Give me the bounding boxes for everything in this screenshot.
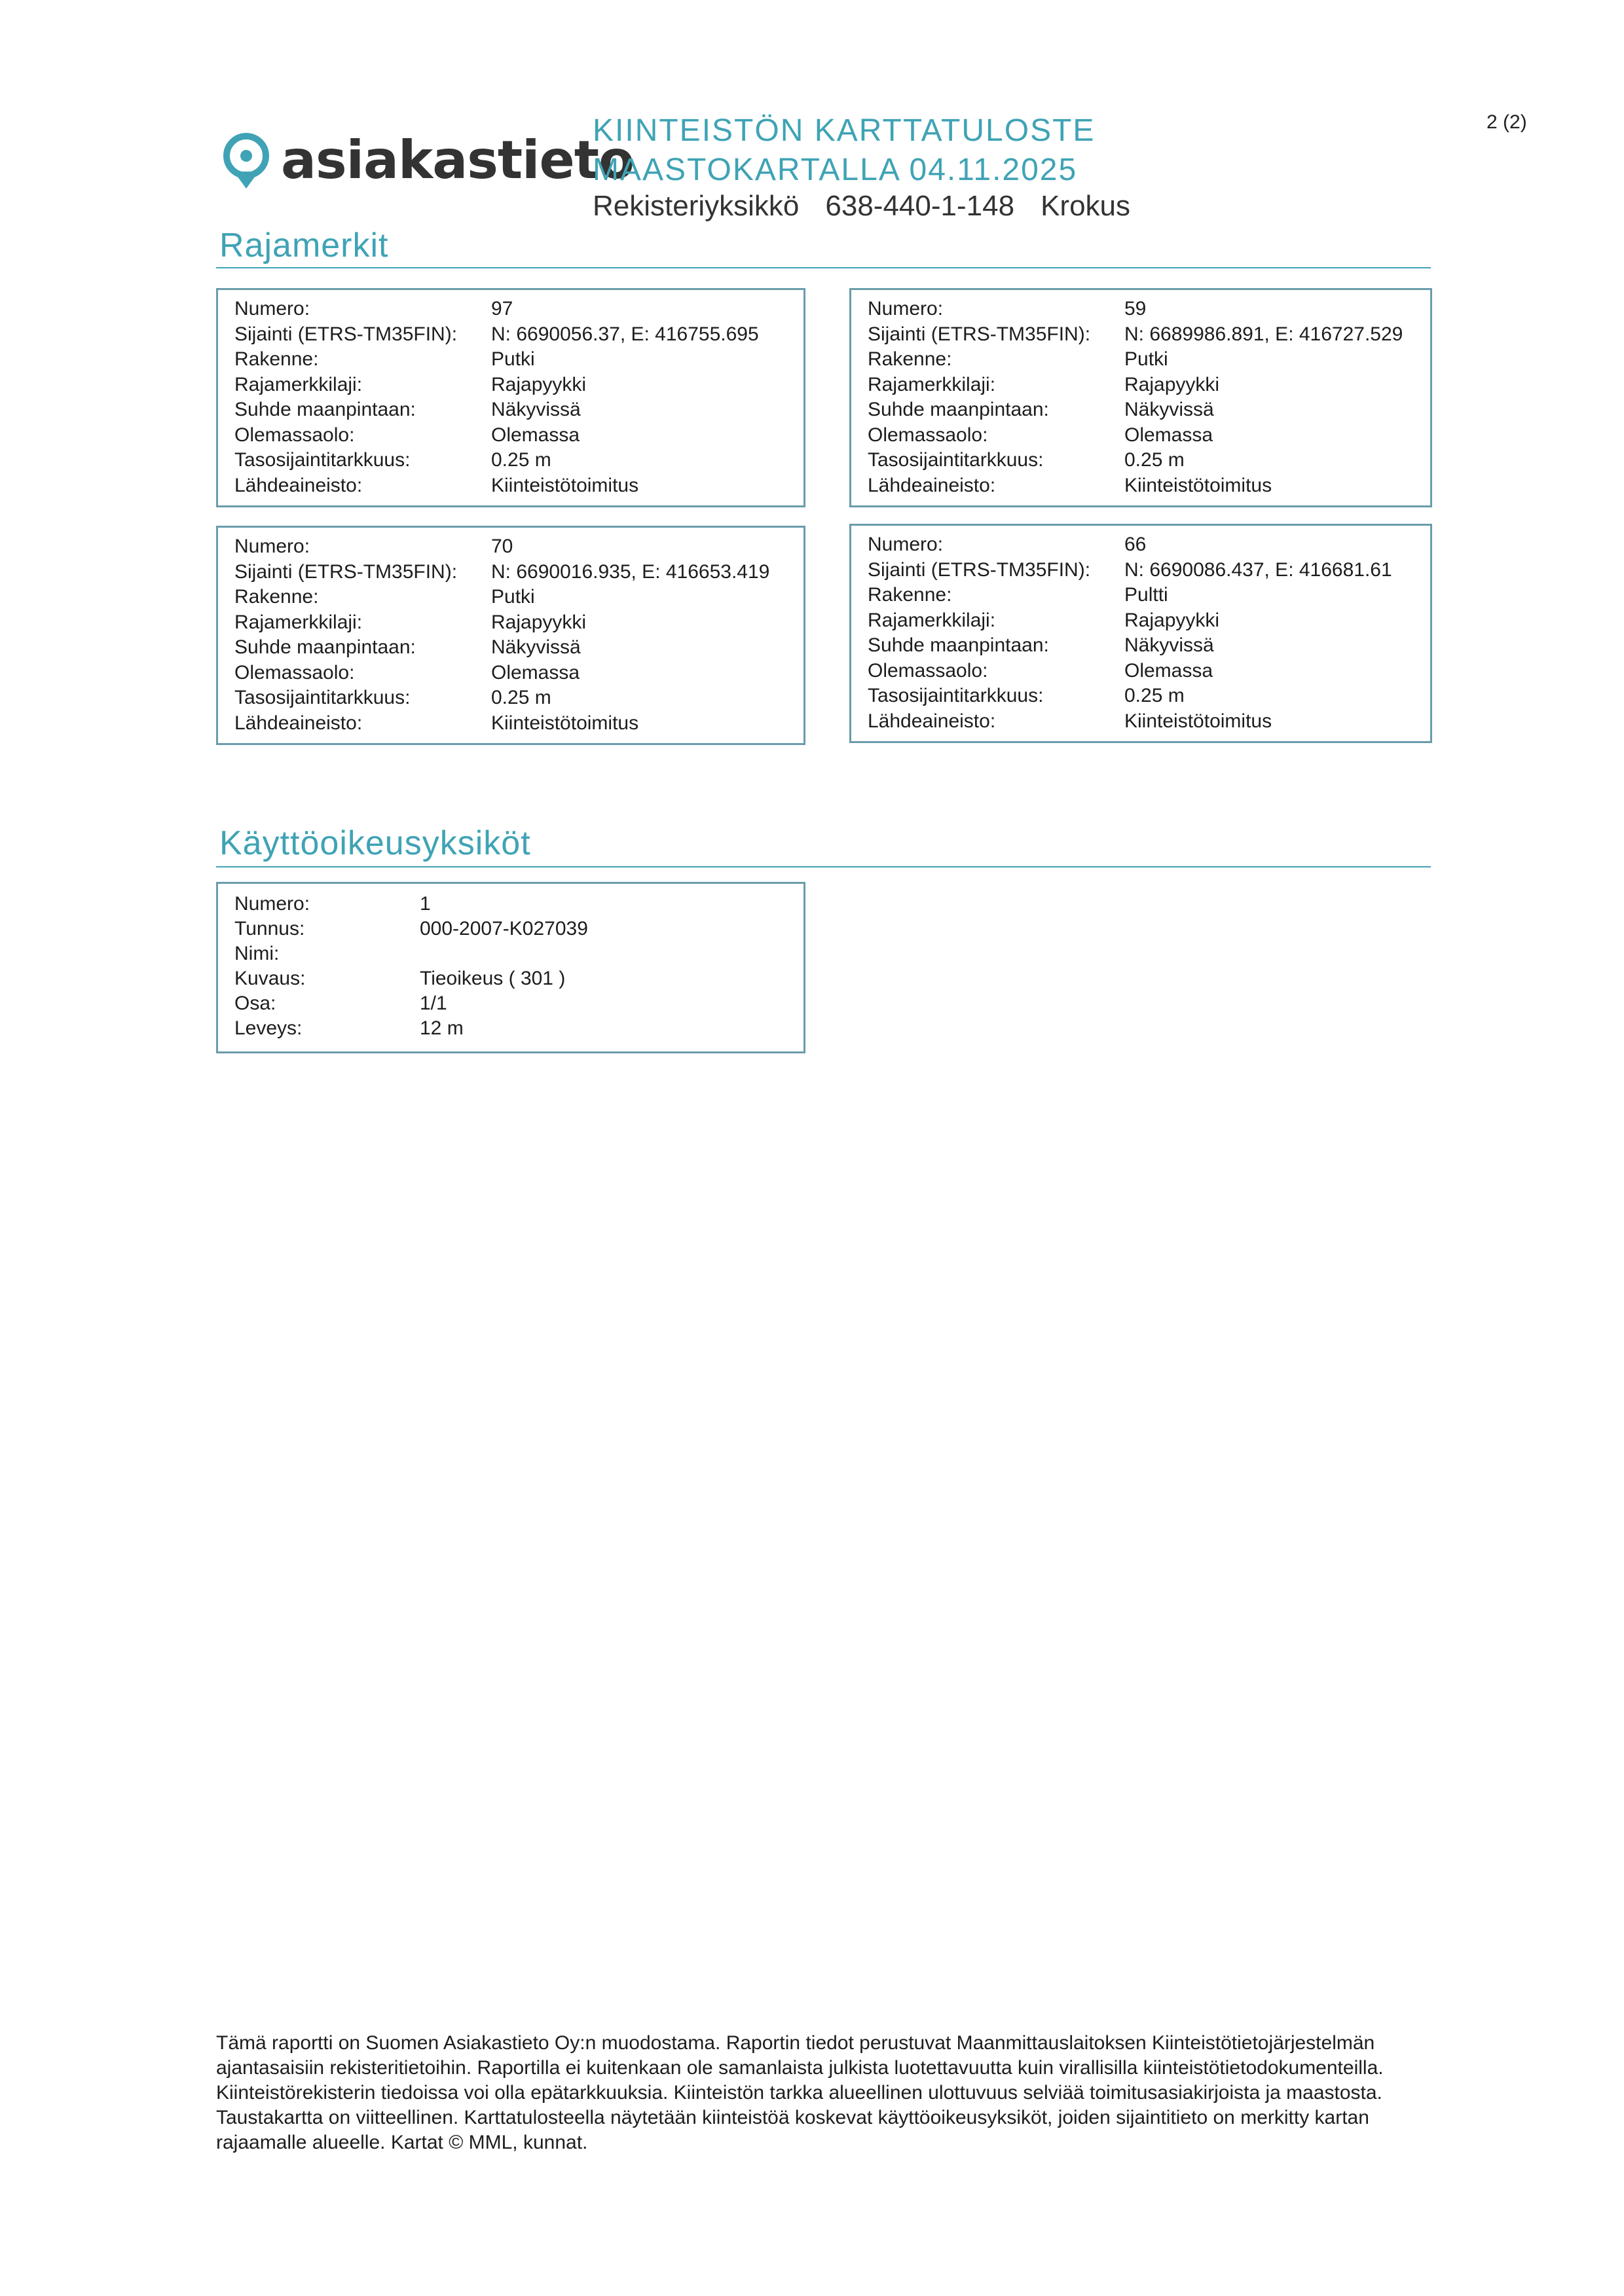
rajamerkki-label-suhde: Suhde maanpintaan: xyxy=(868,634,1049,656)
ko-label-nimi: Nimi: xyxy=(234,943,280,964)
rajamerkki-label-sijainti: Sijainti (ETRS-TM35FIN): xyxy=(234,560,458,583)
property-id-label: Rekisteriyksikkö xyxy=(593,190,800,222)
rajamerkki-label-sijainti: Sijainti (ETRS-TM35FIN): xyxy=(868,558,1091,581)
rajamerkki-value-sijainti: N: 6690016.935, E: 416653.419 xyxy=(491,560,770,583)
rajamerkki-label-suhde: Suhde maanpintaan: xyxy=(868,399,1049,420)
rajamerkki-value-numero: 70 xyxy=(491,536,513,557)
ko-value-leveys: 12 m xyxy=(420,1017,464,1039)
rajamerkki-label-suhde: Suhde maanpintaan: xyxy=(234,399,416,420)
kayttooikeus-card xyxy=(216,882,805,1053)
rajamerkki-value-lahde: Kiinteistötoimitus xyxy=(491,474,639,496)
rajamerkki-label-olemassaolo: Olemassaolo: xyxy=(868,659,988,682)
rajamerkki-label-laji: Rajamerkkilaji: xyxy=(234,373,363,395)
rajamerkki-label-laji: Rajamerkkilaji: xyxy=(868,609,996,631)
rajamerkki-value-laji: Rajapyykki xyxy=(491,373,587,395)
rajamerkki-value-olemassaolo: Olemassa xyxy=(491,661,580,683)
rajamerkki-label-laji: Rajamerkkilaji: xyxy=(234,611,363,633)
report-title: KIINTEISTÖN KARTTATULOSTE xyxy=(593,113,1096,148)
page-number: 2 (2) xyxy=(1486,111,1527,133)
rajamerkki-label-rakenne: Rakenne: xyxy=(868,348,952,370)
rajamerkki-value-laji: Rajapyykki xyxy=(491,611,587,633)
rajamerkki-card xyxy=(849,288,1432,507)
rajamerkki-value-suhde: Näkyvissä xyxy=(491,399,581,420)
kayttooikeus-divider xyxy=(216,866,1431,867)
rajamerkki-label-olemassaolo: Olemassaolo: xyxy=(868,424,988,446)
ko-value-tunnus: 000-2007-K027039 xyxy=(420,918,588,939)
rajamerkit-heading: Rajamerkit xyxy=(219,227,389,264)
rajamerkki-label-olemassaolo: Olemassaolo: xyxy=(234,424,355,446)
rajamerkki-card xyxy=(216,526,805,745)
rajamerkki-label-olemassaolo: Olemassaolo: xyxy=(234,661,355,683)
asiakastieto-logo xyxy=(219,131,634,190)
rajamerkki-value-suhde: Näkyvissä xyxy=(491,636,581,658)
rajamerkki-label-rakenne: Rakenne: xyxy=(868,584,952,606)
ko-label-kuvaus: Kuvaus: xyxy=(234,968,306,989)
property-id-line xyxy=(593,190,1156,223)
rajamerkki-value-suhde: Näkyvissä xyxy=(1124,634,1214,656)
logo-text: asiakastieto xyxy=(281,130,634,191)
rajamerkki-label-numero: Numero: xyxy=(868,298,944,319)
rajamerkki-label-lahde: Lähdeaineisto: xyxy=(234,474,363,496)
rajamerkki-value-tarkkuus: 0.25 m xyxy=(1124,685,1185,706)
property-id: 638-440-1-148 xyxy=(825,190,1015,222)
rajamerkki-value-tarkkuus: 0.25 m xyxy=(491,449,551,471)
rajamerkki-label-numero: Numero: xyxy=(234,298,310,319)
rajamerkki-label-lahde: Lähdeaineisto: xyxy=(868,474,996,496)
footer-disclaimer: Tämä raportti on Suomen Asiakastieto Oy:n muodostama. Raportin tiedot perustuvat Maanmittauslaitoksen Kiinteistötietojärjestelmän ajantasaisiin rekisteritietoihin. Raportilla ei kuitenkaan ole samanlaista julkista luotettavuutta kuin virallisilla kiinteistötietodokumenteilla. Kiinteistörekisterin tiedoissa voi olla epätarkkuuksia. Kiinteistön tarkka alueellinen ulottuvuus selviää toimitusasiakirjoista ja maastosta. Taustakartta on viitteellinen. Karttatulosteella näytetään kiinteistöä koskevat käyttöoikeusyksiköt, joiden sijaintitieto on merkitty kartan rajaamalle alueelle. Kartat © MML, kunnat. xyxy=(216,2032,1384,2153)
rajamerkki-value-tarkkuus: 0.25 m xyxy=(1124,449,1185,471)
ko-label-tunnus: Tunnus: xyxy=(234,918,305,939)
rajamerkki-label-sijainti: Sijainti (ETRS-TM35FIN): xyxy=(868,323,1091,345)
ko-value-osa: 1/1 xyxy=(420,993,447,1014)
property-name: Krokus xyxy=(1041,190,1131,222)
rajamerkki-value-olemassaolo: Olemassa xyxy=(1124,659,1213,682)
ko-label-numero: Numero: xyxy=(234,893,310,915)
rajamerkki-value-tarkkuus: 0.25 m xyxy=(491,687,551,708)
rajamerkki-card xyxy=(849,524,1432,743)
rajamerkki-value-numero: 66 xyxy=(1124,534,1147,555)
kayttooikeus-heading: Käyttöoikeusyksiköt xyxy=(219,824,531,862)
rajamerkki-label-rakenne: Rakenne: xyxy=(234,348,319,370)
rajamerkki-label-numero: Numero: xyxy=(234,536,310,557)
rajamerkki-value-lahde: Kiinteistötoimitus xyxy=(1124,710,1272,732)
rajamerkki-label-lahde: Lähdeaineisto: xyxy=(234,712,363,734)
rajamerkki-value-olemassaolo: Olemassa xyxy=(491,424,580,446)
rajamerkki-value-rakenne: Putki xyxy=(491,586,535,608)
rajamerkki-label-laji: Rajamerkkilaji: xyxy=(868,373,996,395)
rajamerkki-value-rakenne: Putki xyxy=(491,348,535,370)
rajamerkki-label-tarkkuus: Tasosijaintitarkkuus: xyxy=(868,449,1044,471)
rajamerkki-value-laji: Rajapyykki xyxy=(1124,373,1220,395)
rajamerkki-value-sijainti: N: 6689986.891, E: 416727.529 xyxy=(1124,323,1403,345)
rajamerkki-value-rakenne: Pultti xyxy=(1124,584,1168,606)
rajamerkki-label-suhde: Suhde maanpintaan: xyxy=(234,636,416,658)
rajamerkki-card xyxy=(216,288,805,507)
report-subtitle: MAASTOKARTALLA 04.11.2025 xyxy=(593,153,1078,187)
ko-value-numero: 1 xyxy=(420,893,431,915)
rajamerkki-label-numero: Numero: xyxy=(868,534,944,555)
rajamerkki-value-numero: 97 xyxy=(491,298,513,319)
rajamerkki-label-tarkkuus: Tasosijaintitarkkuus: xyxy=(234,449,411,471)
rajamerkki-label-sijainti: Sijainti (ETRS-TM35FIN): xyxy=(234,323,458,345)
rajamerkki-value-laji: Rajapyykki xyxy=(1124,609,1220,631)
rajamerkit-divider xyxy=(216,267,1431,268)
rajamerkki-value-lahde: Kiinteistötoimitus xyxy=(491,712,639,734)
rajamerkki-label-lahde: Lähdeaineisto: xyxy=(868,710,996,732)
rajamerkki-value-suhde: Näkyvissä xyxy=(1124,399,1214,420)
ko-value-kuvaus: Tieoikeus ( 301 ) xyxy=(420,968,566,989)
rajamerkki-label-rakenne: Rakenne: xyxy=(234,586,319,608)
rajamerkki-value-olemassaolo: Olemassa xyxy=(1124,424,1213,446)
rajamerkki-value-lahde: Kiinteistötoimitus xyxy=(1124,474,1272,496)
rajamerkki-value-sijainti: N: 6690056.37, E: 416755.695 xyxy=(491,323,759,345)
rajamerkki-label-tarkkuus: Tasosijaintitarkkuus: xyxy=(868,685,1044,706)
ko-label-leveys: Leveys: xyxy=(234,1017,303,1039)
rajamerkki-value-sijainti: N: 6690086.437, E: 416681.61 xyxy=(1124,558,1392,581)
rajamerkki-label-tarkkuus: Tasosijaintitarkkuus: xyxy=(234,687,411,708)
rajamerkki-value-numero: 59 xyxy=(1124,298,1147,319)
location-pin-icon xyxy=(219,131,273,190)
ko-label-osa: Osa: xyxy=(234,993,276,1014)
rajamerkki-value-rakenne: Putki xyxy=(1124,348,1168,370)
